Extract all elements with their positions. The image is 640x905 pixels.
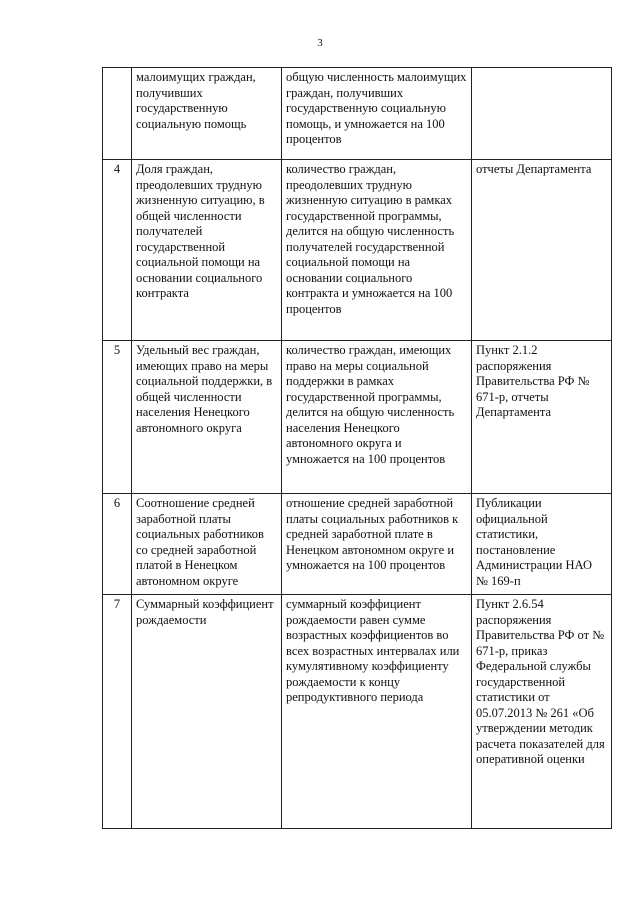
indicator-name: Удельный вес граждан, имеющих право на меры социальной поддержки, в общей численности населения Ненецкого автономного округа [132,341,282,494]
indicator-name: Соотношение средней заработной платы социальных работников со средней заработной платой в Ненецком автономном округе [132,494,282,595]
table-row [103,341,612,494]
table-row [103,494,612,595]
row-number: 4 [103,160,132,341]
calculation-method: количество граждан, имеющих право на меры социальной поддержки в рамках государственной программы, делится на общую численность населения Ненецкого автономного округа и умножается на 100 процентов [282,341,472,494]
data-source [472,68,612,160]
indicators-table [102,67,612,829]
indicator-name: Суммарный коэффициент рождаемости [132,595,282,829]
row-number: 7 [103,595,132,829]
data-source: Публикации официальной статистики, постановление Администрации НАО № 169-п [472,494,612,595]
row-number: 6 [103,494,132,595]
indicator-name: малоимущих граждан, получивших государственную социальную помощь [132,68,282,160]
table-row [103,595,612,829]
row-number [103,68,132,160]
calculation-method: суммарный коэффициент рождаемости равен сумме возрастных коэффициентов во всех возрастных интервалах или кумулятивному коэффициенту рождаемости к концу репродуктивного периода [282,595,472,829]
table-row [103,160,612,341]
calculation-method: отношение средней заработной платы социальных работников к средней заработной плате в Ненецком автономном округе и умножается на 100 процентов [282,494,472,595]
table-row [103,68,612,160]
data-source: Пункт 2.1.2 распоряжения Правительства РФ № 671-р, отчеты Департамента [472,341,612,494]
data-source: отчеты Департамента [472,160,612,341]
indicator-name: Доля граждан, преодолевших трудную жизненную ситуацию, в общей численности получателей государственной социальной помощи на основании социального контракта [132,160,282,341]
data-source: Пункт 2.6.54 распоряжения Правительства РФ от № 671-р, приказ Федеральной службы государственной статистики от 05.07.2013 № 261 «Об утверждении методик расчета показателей для оперативной оценки [472,595,612,829]
row-number: 5 [103,341,132,494]
page-number: 3 [317,37,323,49]
calculation-method: общую численность малоимущих граждан, получивших государственную социальную помощь, и умножается на 100 процентов [282,68,472,160]
calculation-method: количество граждан, преодолевших трудную жизненную ситуацию в рамках государственной программы, делится на общую численность получателей государственной социальной помощи на основании социального контракта и умножается на 100 процентов [282,160,472,341]
